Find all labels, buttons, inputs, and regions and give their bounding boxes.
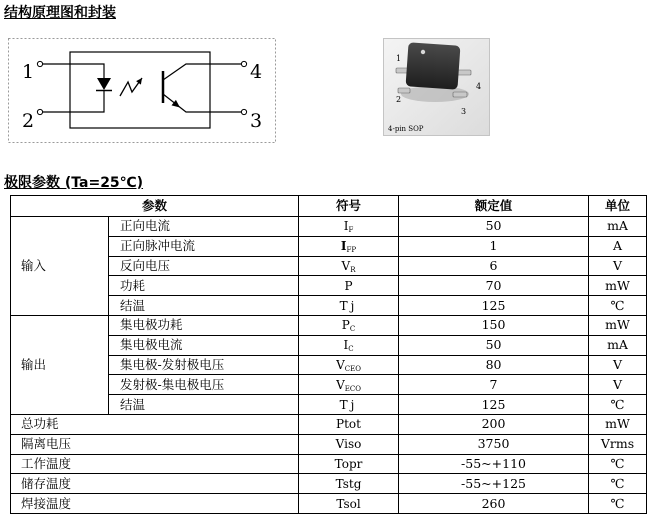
param-name: 发射极-集电极电压 xyxy=(109,375,299,395)
param-unit: mA xyxy=(589,217,647,237)
param-symbol xyxy=(299,355,399,375)
param-name: 工作温度 xyxy=(11,454,299,474)
package-pin-1-label: 1 xyxy=(396,54,402,63)
param-name: 功耗 xyxy=(109,276,299,296)
pin-3-terminal xyxy=(241,109,246,114)
param-symbol xyxy=(299,256,399,276)
row-operating-temperature xyxy=(11,454,647,474)
symbol-main: P xyxy=(341,318,350,333)
row-forward-current xyxy=(11,217,647,237)
param-symbol: Tsol xyxy=(299,494,399,514)
pin-2-terminal xyxy=(37,109,42,114)
param-name: 结温 xyxy=(109,395,299,415)
param-unit: V xyxy=(589,256,647,276)
param-rating: 260 xyxy=(399,494,589,514)
pin-4-label: 4 xyxy=(250,61,263,83)
param-rating: 80 xyxy=(399,355,589,375)
lead-pin-3 xyxy=(453,92,467,97)
param-symbol xyxy=(299,236,399,256)
structure-heading: 结构原理图和封装 xyxy=(4,5,116,21)
param-unit: V xyxy=(589,355,647,375)
param-name: 正向脉冲电流 xyxy=(109,236,299,256)
param-rating: 1 xyxy=(399,236,589,256)
param-unit: ℃ xyxy=(589,296,647,316)
param-unit: ℃ xyxy=(589,454,647,474)
param-symbol: P xyxy=(299,276,399,296)
pin-3-label: 3 xyxy=(250,110,263,132)
row-collector-power-dissipation xyxy=(11,315,647,335)
package-photo xyxy=(383,38,490,136)
group-output: 输出 xyxy=(11,315,109,414)
symbol-main: V xyxy=(336,357,345,372)
param-rating: 3750 xyxy=(399,434,589,454)
header-unit: 单位 xyxy=(589,196,647,217)
param-rating: 200 xyxy=(399,414,589,434)
param-unit: ℃ xyxy=(589,474,647,494)
pin-1-label: 1 xyxy=(22,61,35,83)
row-soldering-temperature xyxy=(11,494,647,514)
absolute-max-ratings-table xyxy=(10,195,647,514)
row-isolation-voltage xyxy=(11,434,647,454)
symbol-main: I xyxy=(343,338,349,353)
param-symbol: Tstg xyxy=(299,474,399,494)
circuit-dashed-frame xyxy=(9,39,276,143)
param-name: 集电极功耗 xyxy=(109,315,299,335)
param-symbol xyxy=(299,315,399,335)
param-unit: ℃ xyxy=(589,494,647,514)
package-pin-4-label: 4 xyxy=(476,82,482,91)
header-symbol: 符号 xyxy=(299,196,399,217)
package-type-label: 4-pin SOP xyxy=(388,125,424,133)
param-symbol: Tj xyxy=(299,296,399,316)
param-symbol xyxy=(299,217,399,237)
light-arrowhead-icon xyxy=(136,78,142,85)
table-header-row xyxy=(11,196,647,217)
param-rating: -55~+110 xyxy=(399,454,589,474)
param-unit: ℃ xyxy=(589,395,647,415)
param-unit: mW xyxy=(589,276,647,296)
param-unit: Vrms xyxy=(589,434,647,454)
symbol-subscript: FP xyxy=(346,246,357,255)
symbol-main: V xyxy=(341,258,351,273)
circuit-diagram xyxy=(8,38,276,143)
param-rating: 70 xyxy=(399,276,589,296)
symbol-main: V xyxy=(336,377,345,392)
pin-1-terminal xyxy=(37,61,42,66)
pin-2-label: 2 xyxy=(22,110,35,132)
param-name: 集电极-发射极电压 xyxy=(109,355,299,375)
param-name: 反向电压 xyxy=(109,256,299,276)
chip-body xyxy=(406,42,461,90)
group-input: 输入 xyxy=(11,217,109,316)
symbol-subscript: CEO xyxy=(344,364,361,373)
row-storage-temperature xyxy=(11,474,647,494)
lead-pin-2 xyxy=(398,88,410,93)
header-rating: 额定值 xyxy=(399,196,589,217)
led-anode-wire xyxy=(43,64,104,78)
param-name: 储存温度 xyxy=(11,474,299,494)
param-symbol: Viso xyxy=(299,434,399,454)
param-name: 焊接温度 xyxy=(11,494,299,514)
param-name: 结温 xyxy=(109,296,299,316)
param-name: 正向电流 xyxy=(109,217,299,237)
symbol-subscript: C xyxy=(348,345,354,354)
pin-1-marker-icon xyxy=(421,50,425,54)
symbol-subscript: R xyxy=(350,265,356,274)
param-rating: 125 xyxy=(399,296,589,316)
limits-heading: 极限参数 (Ta=25℃) xyxy=(4,175,144,191)
led-cathode-wire xyxy=(43,90,104,112)
symbol-subscript: C xyxy=(349,325,356,334)
param-symbol: Topr xyxy=(299,454,399,474)
param-unit: A xyxy=(589,236,647,256)
param-rating: 150 xyxy=(399,315,589,335)
param-symbol: Ptot xyxy=(299,414,399,434)
param-rating: 50 xyxy=(399,335,589,355)
row-total-power-dissipation xyxy=(11,414,647,434)
package-pin-2-label: 2 xyxy=(396,95,402,104)
param-unit: mW xyxy=(589,414,647,434)
param-rating: -55~+125 xyxy=(399,474,589,494)
param-unit: mW xyxy=(589,315,647,335)
param-name: 总功耗 xyxy=(11,414,299,434)
pin-4-terminal xyxy=(241,61,246,66)
param-rating: 125 xyxy=(399,395,589,415)
param-rating: 50 xyxy=(399,217,589,237)
param-rating: 6 xyxy=(399,256,589,276)
header-param: 参数 xyxy=(11,196,299,217)
param-name: 集电极电流 xyxy=(109,335,299,355)
symbol-main: I xyxy=(343,219,349,234)
param-name: 隔离电压 xyxy=(11,434,299,454)
led-icon xyxy=(97,78,111,90)
symbol-subscript: ECO xyxy=(344,384,361,393)
param-rating: 7 xyxy=(399,375,589,395)
param-unit: mA xyxy=(589,335,647,355)
param-unit: V xyxy=(589,375,647,395)
param-symbol: Tj xyxy=(299,395,399,415)
param-symbol xyxy=(299,375,399,395)
lead-pin-4 xyxy=(457,70,471,75)
symbol-subscript: F xyxy=(348,226,354,235)
symbol-main: I xyxy=(340,239,347,254)
package-pin-3-label: 3 xyxy=(461,107,467,116)
param-symbol xyxy=(299,335,399,355)
collector-wire xyxy=(163,64,241,80)
